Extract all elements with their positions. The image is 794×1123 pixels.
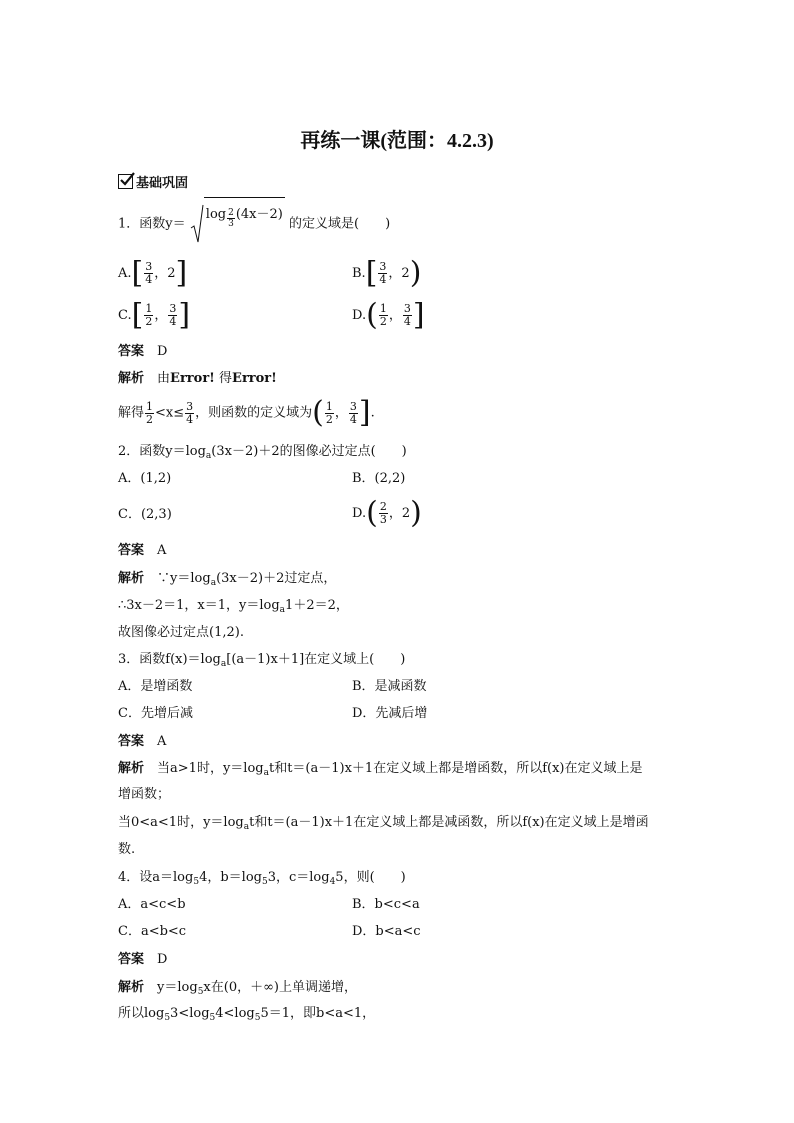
q3-analysis-2: 增函数；	[118, 787, 171, 802]
bracket-right: ]	[358, 395, 371, 430]
q3-analysis-1	[118, 761, 643, 777]
subscript: 5	[197, 987, 204, 997]
q1-answer	[118, 344, 167, 360]
analysis-label: 解析	[118, 761, 145, 776]
analysis-text: 4<log	[215, 1006, 255, 1021]
error-text: Error!	[232, 371, 277, 386]
frac-num: 1	[145, 302, 153, 315]
answer-value: A	[157, 543, 167, 558]
analysis-text: ∴3x－2＝1，x＝1，y＝log	[118, 598, 280, 613]
option-label: C.	[118, 308, 132, 323]
q4-analysis-1	[118, 980, 357, 996]
frac-den: 4	[186, 412, 194, 426]
option-label: D.	[352, 308, 367, 323]
frac-num: 1	[379, 302, 387, 315]
subscript: 5	[164, 1013, 171, 1023]
frac-den: 3	[379, 513, 387, 526]
section-header	[118, 174, 188, 192]
analysis-text: t和t＝(a－1)x＋1在定义域上都是减函数，所以f(x)在定义域上是增函	[249, 815, 649, 830]
question-2-stem	[118, 444, 407, 460]
q3-stem: 3．函数f(x)＝log	[118, 652, 221, 667]
answer-value: D	[157, 344, 168, 359]
q2-option-b[interactable]: B．(2,2)	[352, 471, 406, 486]
q1-option-c[interactable]: C.[ $\frac{1}{2}$ ， $\frac{3}{4}$ ]	[118, 297, 191, 333]
analysis-text: 3<log	[170, 1006, 210, 1021]
question-1-stem	[118, 204, 390, 244]
frac-num: 1	[146, 399, 154, 413]
analysis-text: 由	[157, 371, 171, 386]
frac-num: 1	[325, 399, 333, 413]
answer-value: A	[157, 734, 167, 749]
option-label: D.	[352, 506, 367, 521]
q1-base-num: 2	[228, 207, 234, 218]
bracket-left: [	[131, 255, 144, 291]
option-rest: ，2	[388, 506, 411, 521]
solution-text: 解得	[118, 405, 145, 421]
q4-stem: 4．设a＝log	[118, 870, 194, 885]
q1-prefix: 1．函数	[118, 216, 166, 232]
frac-den: 2	[379, 315, 387, 328]
frac-num: 3	[169, 302, 177, 315]
subscript: a	[263, 768, 269, 778]
q1-solution: 解得 $\frac{1}{2}$ <x≤ $\frac{3}{4}$ ，则函数的定义域为( $\frac{1}{2}$ ， $\frac{3}{4}$ ].	[118, 395, 375, 430]
frac-num: 3	[379, 260, 387, 273]
solution-text: .	[370, 405, 375, 421]
q2-option-c[interactable]: C．(2,3)	[118, 507, 172, 522]
analysis-text: y＝log	[157, 980, 198, 995]
bracket-right: ]	[178, 297, 191, 333]
question-4-stem	[118, 870, 406, 886]
q2-answer	[118, 543, 166, 559]
q4-option-b[interactable]: B．b<c<a	[352, 897, 420, 912]
frac-num: 3	[145, 260, 153, 273]
q1-base-den: 3	[228, 218, 234, 229]
analysis-text: 当a>1时，y＝log	[157, 761, 264, 776]
option-label: B.	[352, 266, 366, 281]
subscript: 5	[193, 877, 200, 887]
sqrt-expression	[190, 204, 285, 244]
q4-option-a[interactable]: A．a<c<b	[118, 897, 186, 912]
q1-suffix: 的定义域是( )	[289, 216, 391, 232]
answer-label: 答案	[118, 344, 145, 359]
subscript: a	[220, 659, 227, 669]
checkbox-icon	[118, 174, 133, 189]
q3-analysis-4: 数.	[118, 842, 136, 857]
q2-option-a[interactable]: A．(1,2)	[118, 471, 172, 486]
solution-text: ，则函数的定义域为	[195, 405, 313, 421]
q1-option-a[interactable]	[118, 255, 188, 291]
bracket-right: )	[409, 255, 422, 291]
q1-option-b[interactable]	[352, 255, 422, 291]
frac-num: 3	[349, 399, 357, 413]
subscript: a	[210, 578, 217, 588]
analysis-text: 5＝1，即b<a<1，	[260, 1006, 376, 1021]
bracket-left: [	[131, 297, 144, 333]
frac-den: 4	[403, 315, 411, 328]
frac-den: 2	[145, 315, 153, 328]
bracket-left: (	[366, 297, 378, 333]
error-text: Error!	[170, 371, 215, 386]
q2-stem: 2．函数y＝log	[118, 444, 206, 459]
q2-analysis-3: 故图像必过定点(1,2).	[118, 625, 244, 640]
analysis-text: 得	[214, 371, 233, 386]
section-title: 基础巩固	[136, 176, 189, 191]
answer-label: 答案	[118, 734, 145, 749]
frac-num: 3	[186, 399, 194, 413]
frac-num: 2	[379, 500, 387, 513]
subscript: 5	[254, 1013, 261, 1023]
frac-den: 2	[325, 412, 333, 426]
frac-den: 4	[169, 315, 177, 328]
answer-label: 答案	[118, 543, 145, 558]
analysis-text: ∵y＝log	[157, 571, 211, 586]
analysis-label: 解析	[118, 371, 145, 386]
bracket-right: )	[410, 495, 422, 531]
page-title: 再练一课(范围：4.2.3)	[300, 130, 494, 152]
q4-analysis-2	[118, 1006, 375, 1022]
q4-stem: 5，则( )	[335, 870, 406, 885]
subscript: a	[279, 605, 286, 615]
q2-analysis-2	[118, 598, 349, 614]
q2-stem-rest: (3x－2)＋2的图像必过定点( )	[211, 444, 407, 459]
option-label: A.	[118, 266, 132, 281]
frac-den: 4	[349, 412, 357, 426]
q4-option-d[interactable]: D．b<a<c	[352, 924, 421, 939]
solution-text: <x≤	[155, 405, 185, 421]
q3-analysis-3	[118, 815, 649, 831]
q3-option-c[interactable]: C．先增后减	[118, 706, 193, 721]
analysis-text: 当0<a<1时，y＝log	[118, 815, 244, 830]
answer-label: 答案	[118, 952, 145, 967]
bracket-right: ]	[412, 297, 425, 333]
analysis-label: 解析	[118, 980, 145, 995]
analysis-text: 所以log	[118, 1006, 165, 1021]
frac-num: 3	[403, 302, 411, 315]
answer-value: D	[157, 952, 168, 967]
q1-lhs: y＝	[165, 216, 186, 232]
subscript: 5	[209, 1013, 216, 1023]
q4-option-c[interactable]: C．a<b<c	[118, 924, 187, 939]
option-rest: ，2	[154, 266, 176, 281]
analysis-text: x在(0，＋∞)上单调递增，	[203, 980, 357, 995]
bracket-right: ]	[175, 255, 188, 291]
q2-analysis-1	[118, 571, 336, 587]
q3-option-a[interactable]: A．是增函数	[118, 679, 193, 694]
analysis-label: 解析	[118, 571, 145, 586]
q1-log: log	[205, 206, 227, 222]
frac-den: 4	[379, 273, 387, 286]
analysis-text: t和t＝(a－1)x＋1在定义域上都是增函数，所以f(x)在定义域上是	[268, 761, 643, 776]
q1-analysis	[118, 371, 277, 387]
bracket-left: [	[365, 255, 378, 291]
subscript: 5	[261, 877, 268, 887]
subscript: a	[243, 822, 250, 832]
analysis-text: (3x－2)＋2过定点，	[216, 571, 337, 586]
subscript: a	[205, 451, 212, 461]
q1-option-d[interactable]: D.( $\frac{1}{2}$ ， $\frac{3}{4}$ ]	[352, 297, 425, 333]
q2-option-d[interactable]	[352, 495, 422, 531]
option-rest: ，2	[388, 266, 410, 281]
q3-option-d[interactable]: D．先减后增	[352, 706, 428, 721]
frac-den: 4	[145, 273, 153, 286]
q3-answer	[118, 734, 166, 750]
frac-den: 2	[146, 412, 154, 426]
q1-arg: (4x－2)	[235, 206, 283, 222]
analysis-text: 1＋2＝2，	[285, 598, 349, 613]
q4-stem: 3，c＝log	[267, 870, 330, 885]
q3-option-b[interactable]: B．是减函数	[352, 679, 427, 694]
bracket-left: (	[366, 495, 378, 531]
question-3-stem	[118, 652, 405, 668]
bracket-left: (	[312, 395, 324, 430]
q4-stem: 4，b＝log	[199, 870, 262, 885]
q3-stem-rest: [(a－1)x＋1]在定义域上( )	[226, 652, 406, 667]
subscript: 4	[329, 877, 336, 887]
q4-answer	[118, 952, 167, 968]
sqrt-icon	[190, 204, 204, 244]
